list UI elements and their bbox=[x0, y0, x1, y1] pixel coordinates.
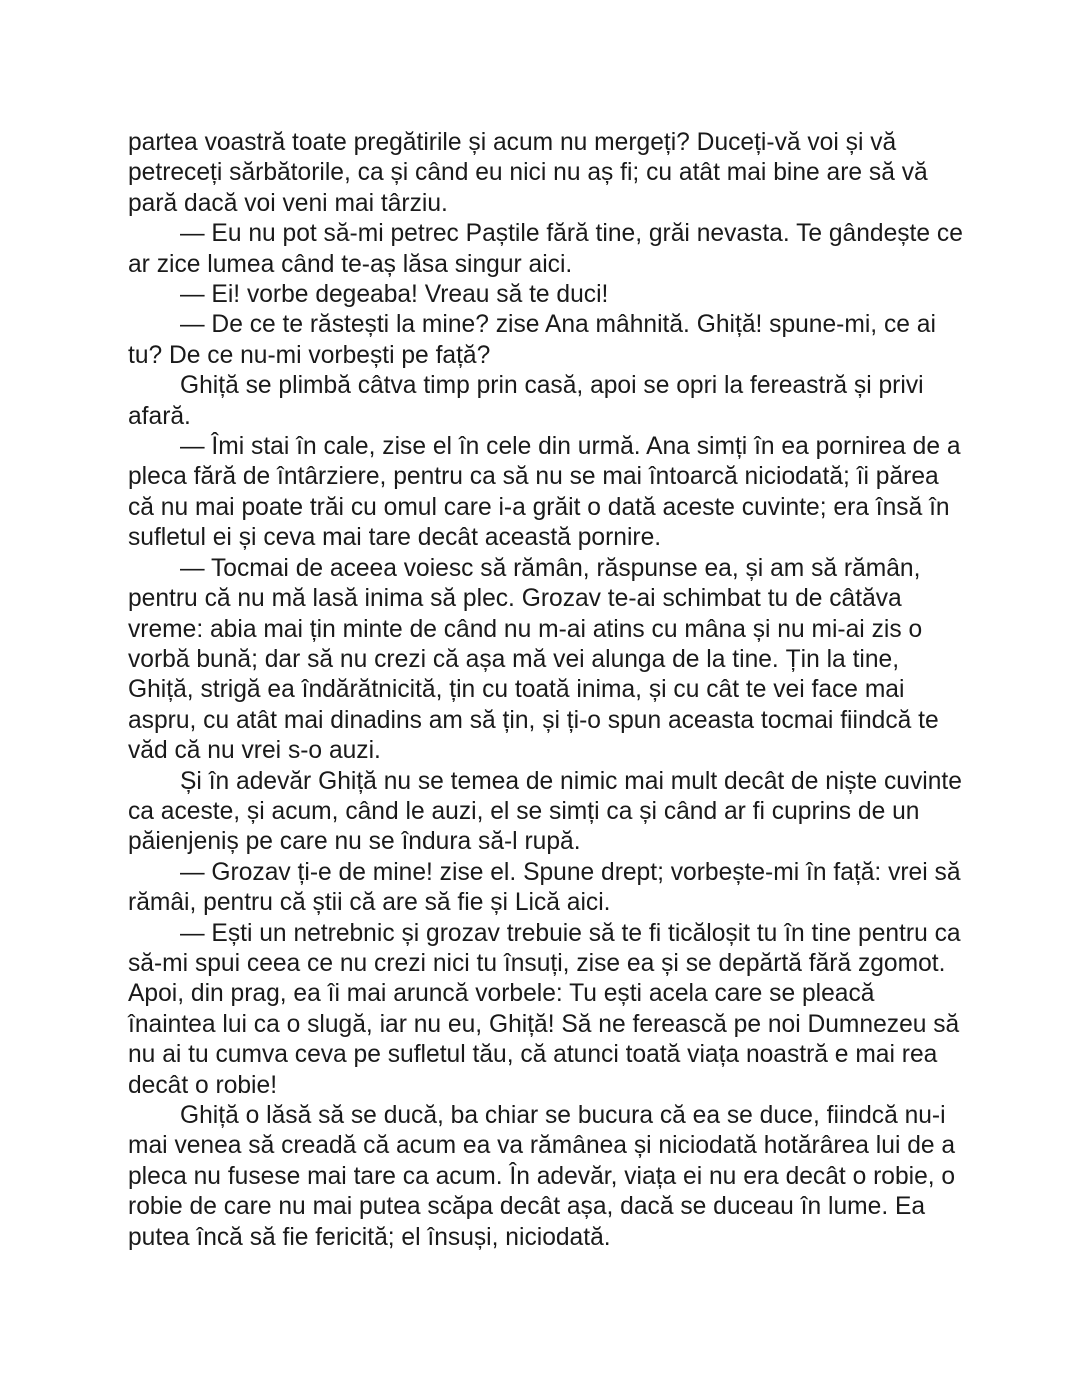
dialogue-paragraph: — Tocmai de aceea voiesc să rămân, răspunse ea, și am să rămân, pentru că nu mă lasă inima să plec. Grozav te-ai schimbat tu de câtăva vreme: abia mai țin minte de când nu m-ai atins cu mâna și nu mi-ai zis o vorbă bună; dar să nu crezi că așa mă vei alunga de la tine. Țin la tine, Ghiță, strigă ea îndărătnicită, țin cu toată inima, și cu cât te vei face mai aspru, cu atât mai dinadins am să țin, și ți-o spun aceasta tocmai fiindcă te văd că nu vrei s-o auzi. bbox=[128, 554, 939, 765]
narrative-paragraph: Ghiță se plimbă câtva timp prin casă, apoi se opri la fereastră și privi afară. bbox=[128, 372, 924, 430]
dialogue-paragraph: — De ce te răstești la mine? zise Ana mâhnită. Ghiță! spune-mi, ce ai tu? De ce nu-mi vorbești pe față? bbox=[128, 311, 936, 369]
document-page bbox=[128, 128, 968, 1253]
dialogue-paragraph: — Ei! vorbe degeaba! Vreau să te duci! bbox=[180, 281, 609, 309]
dialogue-paragraph: — Eu nu pot să-mi petrec Paștile fără tine, grăi nevasta. Te gândește ce ar zice lumea când te-aș lăsa singur aici. bbox=[128, 220, 963, 278]
narrative-paragraph: Ghiță o lăsă să se ducă, ba chiar se bucura că ea se duce, fiindcă nu-i mai venea să creadă că acum ea va rămânea și niciodată hotărârea lui de a pleca nu fusese mai tare ca acum. În adevăr, viața ei nu era decât o robie, o robie de care nu mai putea scăpa decât așa, dacă se duceau în lume. Ea putea încă să fie fericită; el însuși, niciodată. bbox=[128, 1102, 956, 1251]
narrative-paragraph: Și în adevăr Ghiță nu se temea de nimic mai mult decât de niște cuvinte ca aceste, și acum, când le auzi, el se simți ca și când ar fi cuprins de un păienjeniș pe care nu se îndura să-l rupă. bbox=[128, 767, 962, 856]
dialogue-paragraph: — Grozav ți-e de mine! zise el. Spune drept; vorbește-mi în față: vrei să rămâi, pentru că știi că are să fie și Lică aici. bbox=[128, 858, 961, 917]
dialogue-paragraph: — Ești un netrebnic și grozav trebuie să te fi ticăloșit tu în tine pentru ca să-mi spui ceea ce nu crezi nici tu însuți, zise ea și se depărtă fără zgomot. Apoi, din prag, ea îi mai aruncă vorbele: Tu ești acela care se pleacă înaintea lui ca o slugă, iar nu eu, Ghiță! Să ne ferească pe noi Dumnezeu să nu ai tu cumva ceva pe sufletul tău, că atunci toată viața noastră e mai rea decât o robie! bbox=[128, 919, 961, 1099]
dialogue-paragraph: — Îmi stai în cale, zise el în cele din urmă. Ana simți în ea pornirea de a pleca fără de întârziere, pentru ca să nu se mai întoarcă niciodată; îi părea că nu mai poate trăi cu omul care i-a grăit o dată aceste cuvinte; era însă în sufletul ei și ceva mai tare decât această pornire. bbox=[128, 433, 961, 552]
paragraph-continuation: partea voastră toate pregătirile și acum nu mergeți? Duceți-vă voi și vă petreceți sărbătorile, ca și când eu nici nu aș fi; cu atât mai bine are să vă pară dacă voi veni mai târziu. bbox=[128, 129, 928, 217]
